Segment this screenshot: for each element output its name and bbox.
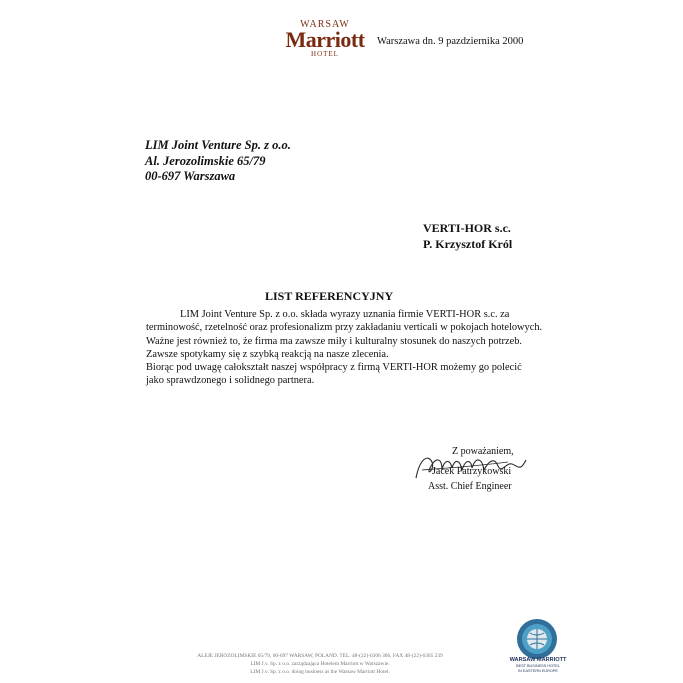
sender-street: Al. Jerozolimskie 65/79 <box>145 153 266 168</box>
body-line: jako sprawdzonego i solidnego partnera. <box>146 375 315 387</box>
body-line: Ważne jest również to, że firma ma zawsze miły i kulturalny stosunek do naszych potrzeb. <box>146 335 522 347</box>
letterhead-footer <box>140 652 500 676</box>
signatory-role: Asst. Chief Engineer <box>428 481 512 492</box>
logo-line-warsaw: WARSAW <box>300 19 350 30</box>
badge-subtitle: BEST BUSINESS HOTEL <box>516 664 560 668</box>
recipient-address <box>423 220 512 252</box>
sender-address <box>145 138 291 185</box>
footer-legal-line-pl: LIM J.v. Sp. z o.o. zarządzająca Hotelem Marriott w Warszawie. <box>250 661 390 667</box>
letter-date: Warszawa dn. 9 pazdziernika 2000 <box>377 36 524 47</box>
logo-line-hotel: HOTEL <box>311 50 339 58</box>
award-badge-text <box>503 657 573 674</box>
recipient-company: VERTI-HOR s.c. <box>423 221 511 235</box>
sender-city: 00-697 Warszawa <box>145 169 236 183</box>
body-line: Biorąc pod uwagę całokształt naszej współpracy z firmą VERTI-HOR możemy go polecić <box>146 362 522 374</box>
body-line: Zawsze spotykamy się z szybką reakcją na nasze zlecenia. <box>146 348 389 360</box>
sender-company: LIM Joint Venture Sp. z o.o. <box>145 138 291 152</box>
signatory-name: Jacek Patrzykowski <box>432 466 512 477</box>
body-line: terminowość, rzetelność oraz profesionalizm przy zakładaniu verticali w pokojach hotelowych. <box>146 322 543 334</box>
letter-title: LIST REFERENCYJNY <box>265 289 394 303</box>
marriott-logo <box>280 20 370 58</box>
badge-region: IN EASTERN EUROPE <box>518 669 558 673</box>
logo-line-marriott: Marriott <box>285 27 365 52</box>
body-line: LIM Joint Venture Sp. z o.o. składa wyrazy uznania firmie VERTI-HOR s.c. za <box>180 309 510 320</box>
footer-legal-line-en: LIM J.v. Sp. z o.o. doing business as the Warsaw Marriott Hotel. <box>250 669 390 675</box>
letter-body <box>146 308 576 388</box>
signature-closing: Z poważaniem, <box>452 446 514 457</box>
globe-award-icon <box>516 618 558 660</box>
recipient-person: P. Krzysztof Król <box>423 237 513 251</box>
badge-title: WARSAW MARRIOTT <box>509 657 567 663</box>
footer-address-line: ALEJE JEROZOLIMSKIE 65/79, 00-697 WARSAW, POLAND. TEL. 48-(22)-6306 306, FAX 48-(22)-6305 239 <box>197 653 443 659</box>
